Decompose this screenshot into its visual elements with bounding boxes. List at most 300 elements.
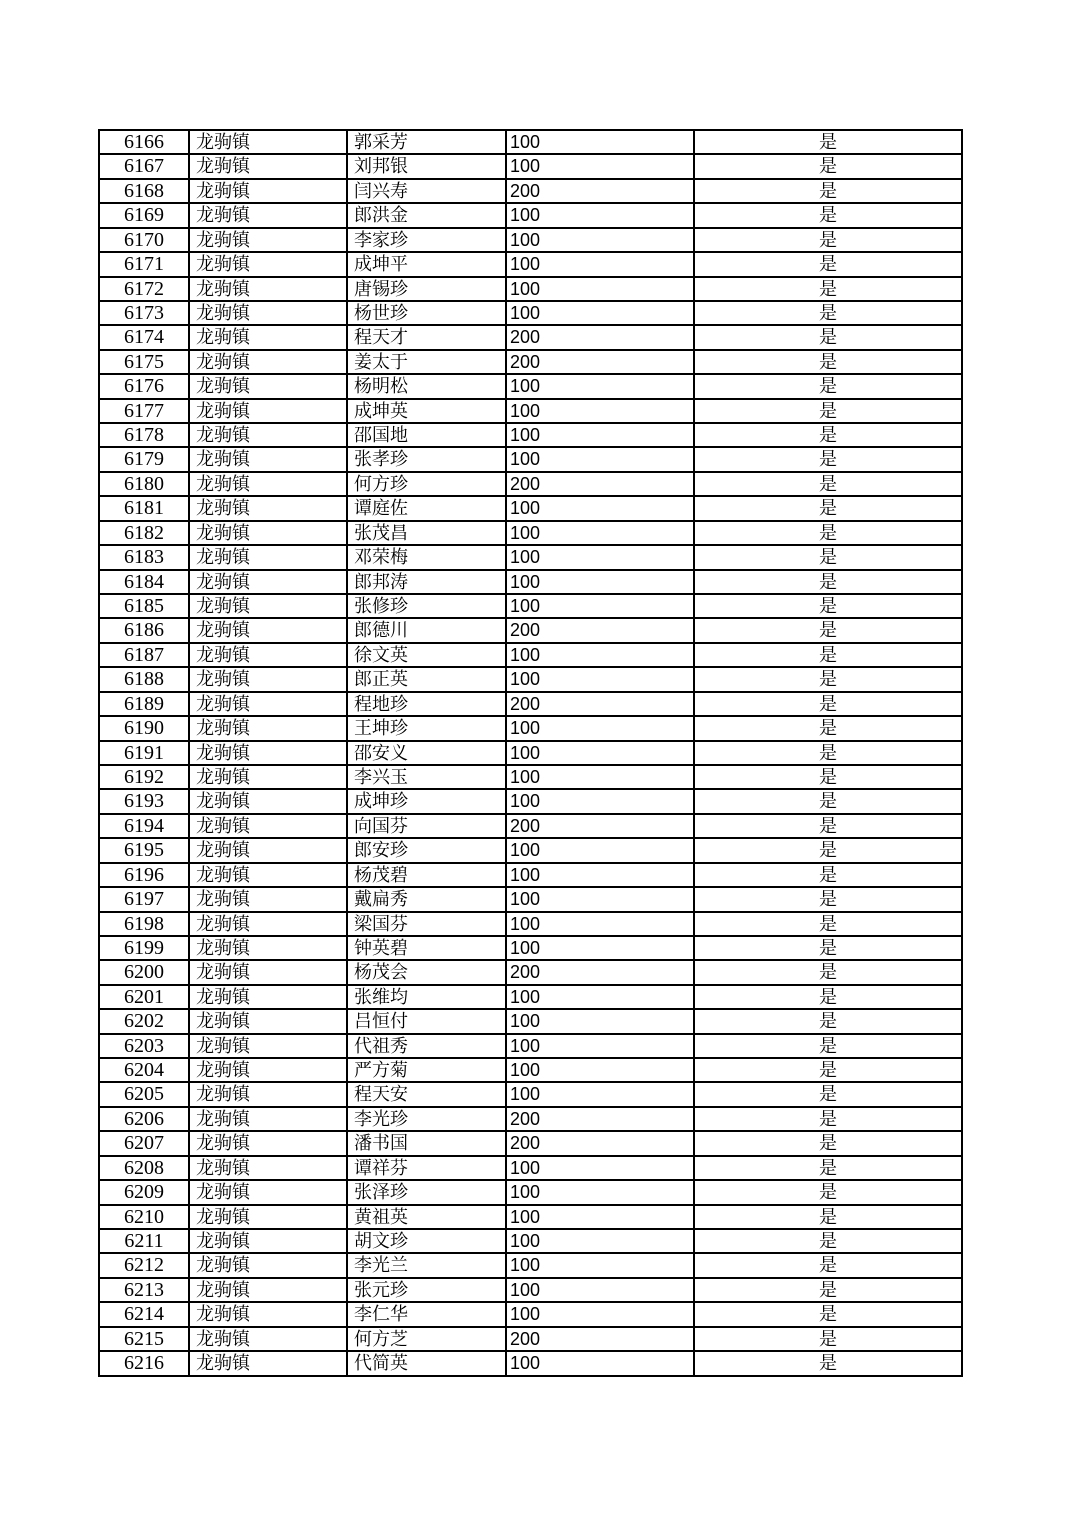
cell-town: 龙驹镇 bbox=[190, 1303, 348, 1327]
table-row bbox=[100, 571, 963, 595]
cell-town: 龙驹镇 bbox=[190, 717, 348, 741]
cell-amount: 100 bbox=[507, 229, 695, 253]
table-row bbox=[100, 1254, 963, 1278]
cell-amount: 100 bbox=[507, 790, 695, 814]
cell-name: 代祖秀 bbox=[348, 1035, 507, 1059]
cell-amount: 100 bbox=[507, 131, 695, 155]
table-row bbox=[100, 302, 963, 326]
cell-confirmed: 是 bbox=[695, 473, 963, 497]
cell-confirmed: 是 bbox=[695, 1206, 963, 1230]
cell-amount: 100 bbox=[507, 1181, 695, 1205]
cell-name: 谭祥芬 bbox=[348, 1157, 507, 1181]
table-row bbox=[100, 1328, 963, 1352]
cell-name: 徐文英 bbox=[348, 644, 507, 668]
cell-confirmed: 是 bbox=[695, 766, 963, 790]
cell-name: 王坤珍 bbox=[348, 717, 507, 741]
cell-town: 龙驹镇 bbox=[190, 1206, 348, 1230]
cell-id: 6183 bbox=[100, 546, 190, 570]
cell-name: 郭采芳 bbox=[348, 131, 507, 155]
cell-name: 黄祖英 bbox=[348, 1206, 507, 1230]
table-row bbox=[100, 448, 963, 472]
cell-id: 6191 bbox=[100, 742, 190, 766]
table-row bbox=[100, 790, 963, 814]
cell-amount: 100 bbox=[507, 742, 695, 766]
cell-town: 龙驹镇 bbox=[190, 571, 348, 595]
cell-town: 龙驹镇 bbox=[190, 326, 348, 350]
table-row bbox=[100, 253, 963, 277]
table-row bbox=[100, 424, 963, 448]
cell-town: 龙驹镇 bbox=[190, 913, 348, 937]
cell-town: 龙驹镇 bbox=[190, 888, 348, 912]
cell-id: 6197 bbox=[100, 888, 190, 912]
cell-town: 龙驹镇 bbox=[190, 1352, 348, 1376]
cell-town: 龙驹镇 bbox=[190, 1230, 348, 1254]
table-row bbox=[100, 717, 963, 741]
cell-town: 龙驹镇 bbox=[190, 766, 348, 790]
cell-confirmed: 是 bbox=[695, 742, 963, 766]
cell-town: 龙驹镇 bbox=[190, 1059, 348, 1083]
cell-name: 郎德川 bbox=[348, 619, 507, 643]
cell-confirmed: 是 bbox=[695, 1010, 963, 1034]
cell-name: 何方芝 bbox=[348, 1328, 507, 1352]
cell-name: 向国芬 bbox=[348, 815, 507, 839]
cell-amount: 200 bbox=[507, 693, 695, 717]
cell-id: 6184 bbox=[100, 571, 190, 595]
cell-amount: 100 bbox=[507, 204, 695, 228]
cell-confirmed: 是 bbox=[695, 717, 963, 741]
cell-name: 郎邦涛 bbox=[348, 571, 507, 595]
table-row bbox=[100, 1230, 963, 1254]
table-row bbox=[100, 1035, 963, 1059]
cell-id: 6171 bbox=[100, 253, 190, 277]
cell-town: 龙驹镇 bbox=[190, 278, 348, 302]
cell-town: 龙驹镇 bbox=[190, 961, 348, 985]
cell-name: 李光珍 bbox=[348, 1108, 507, 1132]
cell-name: 郎安珍 bbox=[348, 839, 507, 863]
cell-id: 6178 bbox=[100, 424, 190, 448]
cell-confirmed: 是 bbox=[695, 448, 963, 472]
cell-confirmed: 是 bbox=[695, 913, 963, 937]
cell-amount: 100 bbox=[507, 668, 695, 692]
cell-id: 6208 bbox=[100, 1157, 190, 1181]
table-row bbox=[100, 742, 963, 766]
cell-name: 姜太于 bbox=[348, 351, 507, 375]
cell-name: 钟英碧 bbox=[348, 937, 507, 961]
cell-town: 龙驹镇 bbox=[190, 595, 348, 619]
cell-town: 龙驹镇 bbox=[190, 180, 348, 204]
cell-name: 杨世珍 bbox=[348, 302, 507, 326]
cell-name: 戴扁秀 bbox=[348, 888, 507, 912]
cell-confirmed: 是 bbox=[695, 1035, 963, 1059]
cell-confirmed: 是 bbox=[695, 571, 963, 595]
cell-confirmed: 是 bbox=[695, 1108, 963, 1132]
cell-name: 程天安 bbox=[348, 1083, 507, 1107]
table-row bbox=[100, 131, 963, 155]
cell-amount: 100 bbox=[507, 888, 695, 912]
table-row bbox=[100, 180, 963, 204]
cell-town: 龙驹镇 bbox=[190, 619, 348, 643]
table-row bbox=[100, 888, 963, 912]
cell-confirmed: 是 bbox=[695, 1279, 963, 1303]
cell-name: 杨明松 bbox=[348, 375, 507, 399]
cell-name: 杨茂碧 bbox=[348, 864, 507, 888]
table-row bbox=[100, 522, 963, 546]
cell-amount: 100 bbox=[507, 1206, 695, 1230]
cell-amount: 100 bbox=[507, 717, 695, 741]
cell-id: 6188 bbox=[100, 668, 190, 692]
beneficiary-table bbox=[98, 129, 963, 1377]
cell-confirmed: 是 bbox=[695, 302, 963, 326]
cell-amount: 200 bbox=[507, 351, 695, 375]
cell-id: 6174 bbox=[100, 326, 190, 350]
cell-amount: 100 bbox=[507, 766, 695, 790]
table-row bbox=[100, 1132, 963, 1156]
cell-name: 成坤平 bbox=[348, 253, 507, 277]
cell-town: 龙驹镇 bbox=[190, 131, 348, 155]
table-row bbox=[100, 595, 963, 619]
cell-id: 6200 bbox=[100, 961, 190, 985]
cell-confirmed: 是 bbox=[695, 204, 963, 228]
table-row bbox=[100, 1083, 963, 1107]
table-row bbox=[100, 986, 963, 1010]
cell-town: 龙驹镇 bbox=[190, 693, 348, 717]
cell-confirmed: 是 bbox=[695, 986, 963, 1010]
cell-amount: 100 bbox=[507, 253, 695, 277]
cell-amount: 100 bbox=[507, 155, 695, 179]
table-row bbox=[100, 326, 963, 350]
cell-confirmed: 是 bbox=[695, 644, 963, 668]
cell-town: 龙驹镇 bbox=[190, 1132, 348, 1156]
cell-town: 龙驹镇 bbox=[190, 644, 348, 668]
cell-id: 6169 bbox=[100, 204, 190, 228]
table-row bbox=[100, 546, 963, 570]
cell-amount: 100 bbox=[507, 546, 695, 570]
cell-town: 龙驹镇 bbox=[190, 1328, 348, 1352]
cell-name: 程天才 bbox=[348, 326, 507, 350]
cell-town: 龙驹镇 bbox=[190, 302, 348, 326]
cell-town: 龙驹镇 bbox=[190, 497, 348, 521]
cell-town: 龙驹镇 bbox=[190, 668, 348, 692]
cell-amount: 100 bbox=[507, 1035, 695, 1059]
cell-town: 龙驹镇 bbox=[190, 1035, 348, 1059]
cell-name: 唐锡珍 bbox=[348, 278, 507, 302]
cell-name: 李光兰 bbox=[348, 1254, 507, 1278]
table-row bbox=[100, 693, 963, 717]
cell-id: 6198 bbox=[100, 913, 190, 937]
cell-name: 刘邦银 bbox=[348, 155, 507, 179]
table-row bbox=[100, 155, 963, 179]
cell-amount: 100 bbox=[507, 595, 695, 619]
cell-amount: 100 bbox=[507, 1157, 695, 1181]
cell-id: 6185 bbox=[100, 595, 190, 619]
cell-id: 6176 bbox=[100, 375, 190, 399]
cell-id: 6190 bbox=[100, 717, 190, 741]
cell-confirmed: 是 bbox=[695, 790, 963, 814]
cell-id: 6206 bbox=[100, 1108, 190, 1132]
cell-amount: 200 bbox=[507, 1132, 695, 1156]
cell-confirmed: 是 bbox=[695, 253, 963, 277]
cell-amount: 100 bbox=[507, 913, 695, 937]
cell-confirmed: 是 bbox=[695, 668, 963, 692]
cell-confirmed: 是 bbox=[695, 961, 963, 985]
cell-confirmed: 是 bbox=[695, 815, 963, 839]
table-row bbox=[100, 473, 963, 497]
table-row bbox=[100, 1279, 963, 1303]
cell-amount: 100 bbox=[507, 1230, 695, 1254]
cell-id: 6182 bbox=[100, 522, 190, 546]
cell-amount: 100 bbox=[507, 1303, 695, 1327]
cell-town: 龙驹镇 bbox=[190, 351, 348, 375]
cell-confirmed: 是 bbox=[695, 1059, 963, 1083]
cell-name: 谭庭佐 bbox=[348, 497, 507, 521]
cell-confirmed: 是 bbox=[695, 1157, 963, 1181]
table-row bbox=[100, 1352, 963, 1376]
cell-id: 6186 bbox=[100, 619, 190, 643]
table-row bbox=[100, 619, 963, 643]
cell-id: 6199 bbox=[100, 937, 190, 961]
cell-confirmed: 是 bbox=[695, 497, 963, 521]
cell-confirmed: 是 bbox=[695, 1254, 963, 1278]
cell-name: 程地珍 bbox=[348, 693, 507, 717]
cell-id: 6177 bbox=[100, 400, 190, 424]
cell-id: 6180 bbox=[100, 473, 190, 497]
cell-town: 龙驹镇 bbox=[190, 522, 348, 546]
table-row bbox=[100, 400, 963, 424]
table-row bbox=[100, 668, 963, 692]
cell-name: 张维均 bbox=[348, 986, 507, 1010]
cell-confirmed: 是 bbox=[695, 155, 963, 179]
cell-id: 6215 bbox=[100, 1328, 190, 1352]
table-row bbox=[100, 204, 963, 228]
cell-amount: 100 bbox=[507, 1059, 695, 1083]
cell-amount: 100 bbox=[507, 522, 695, 546]
cell-name: 邵安义 bbox=[348, 742, 507, 766]
cell-id: 6212 bbox=[100, 1254, 190, 1278]
cell-name: 李兴玉 bbox=[348, 766, 507, 790]
cell-id: 6203 bbox=[100, 1035, 190, 1059]
cell-name: 郎正英 bbox=[348, 668, 507, 692]
cell-confirmed: 是 bbox=[695, 278, 963, 302]
cell-town: 龙驹镇 bbox=[190, 1108, 348, 1132]
cell-town: 龙驹镇 bbox=[190, 546, 348, 570]
cell-name: 梁国芬 bbox=[348, 913, 507, 937]
table-row bbox=[100, 351, 963, 375]
cell-town: 龙驹镇 bbox=[190, 375, 348, 399]
cell-amount: 200 bbox=[507, 961, 695, 985]
cell-confirmed: 是 bbox=[695, 888, 963, 912]
table-row bbox=[100, 1108, 963, 1132]
cell-id: 6205 bbox=[100, 1083, 190, 1107]
cell-amount: 200 bbox=[507, 619, 695, 643]
cell-id: 6195 bbox=[100, 839, 190, 863]
cell-name: 成坤珍 bbox=[348, 790, 507, 814]
cell-confirmed: 是 bbox=[695, 937, 963, 961]
cell-amount: 100 bbox=[507, 839, 695, 863]
cell-amount: 100 bbox=[507, 644, 695, 668]
table-row bbox=[100, 766, 963, 790]
cell-confirmed: 是 bbox=[695, 522, 963, 546]
cell-name: 李仁华 bbox=[348, 1303, 507, 1327]
cell-id: 6214 bbox=[100, 1303, 190, 1327]
cell-amount: 100 bbox=[507, 424, 695, 448]
cell-name: 代简英 bbox=[348, 1352, 507, 1376]
cell-confirmed: 是 bbox=[695, 424, 963, 448]
cell-town: 龙驹镇 bbox=[190, 815, 348, 839]
cell-confirmed: 是 bbox=[695, 1230, 963, 1254]
cell-id: 6167 bbox=[100, 155, 190, 179]
cell-amount: 100 bbox=[507, 278, 695, 302]
cell-id: 6207 bbox=[100, 1132, 190, 1156]
cell-amount: 100 bbox=[507, 1083, 695, 1107]
cell-confirmed: 是 bbox=[695, 229, 963, 253]
cell-town: 龙驹镇 bbox=[190, 839, 348, 863]
cell-id: 6175 bbox=[100, 351, 190, 375]
cell-amount: 200 bbox=[507, 1108, 695, 1132]
cell-amount: 100 bbox=[507, 302, 695, 326]
cell-town: 龙驹镇 bbox=[190, 204, 348, 228]
table-row bbox=[100, 1010, 963, 1034]
cell-town: 龙驹镇 bbox=[190, 1083, 348, 1107]
cell-name: 邓荣梅 bbox=[348, 546, 507, 570]
cell-id: 6170 bbox=[100, 229, 190, 253]
cell-name: 闫兴寿 bbox=[348, 180, 507, 204]
cell-town: 龙驹镇 bbox=[190, 253, 348, 277]
cell-town: 龙驹镇 bbox=[190, 229, 348, 253]
cell-name: 吕恒付 bbox=[348, 1010, 507, 1034]
cell-id: 6172 bbox=[100, 278, 190, 302]
cell-amount: 100 bbox=[507, 497, 695, 521]
cell-town: 龙驹镇 bbox=[190, 1157, 348, 1181]
table-row bbox=[100, 1181, 963, 1205]
cell-id: 6187 bbox=[100, 644, 190, 668]
table-row bbox=[100, 864, 963, 888]
cell-amount: 100 bbox=[507, 400, 695, 424]
cell-id: 6209 bbox=[100, 1181, 190, 1205]
table-row bbox=[100, 229, 963, 253]
cell-name: 潘书国 bbox=[348, 1132, 507, 1156]
cell-name: 胡文珍 bbox=[348, 1230, 507, 1254]
cell-id: 6181 bbox=[100, 497, 190, 521]
cell-name: 张泽珍 bbox=[348, 1181, 507, 1205]
cell-id: 6193 bbox=[100, 790, 190, 814]
cell-confirmed: 是 bbox=[695, 1303, 963, 1327]
cell-confirmed: 是 bbox=[695, 326, 963, 350]
table-row bbox=[100, 1059, 963, 1083]
cell-id: 6179 bbox=[100, 448, 190, 472]
cell-confirmed: 是 bbox=[695, 1132, 963, 1156]
cell-confirmed: 是 bbox=[695, 864, 963, 888]
cell-confirmed: 是 bbox=[695, 131, 963, 155]
cell-town: 龙驹镇 bbox=[190, 400, 348, 424]
cell-id: 6192 bbox=[100, 766, 190, 790]
cell-confirmed: 是 bbox=[695, 546, 963, 570]
cell-confirmed: 是 bbox=[695, 1328, 963, 1352]
cell-amount: 100 bbox=[507, 1254, 695, 1278]
cell-name: 李家珍 bbox=[348, 229, 507, 253]
cell-amount: 200 bbox=[507, 326, 695, 350]
cell-town: 龙驹镇 bbox=[190, 864, 348, 888]
cell-town: 龙驹镇 bbox=[190, 790, 348, 814]
table-row bbox=[100, 278, 963, 302]
cell-id: 6166 bbox=[100, 131, 190, 155]
cell-town: 龙驹镇 bbox=[190, 742, 348, 766]
cell-amount: 200 bbox=[507, 1328, 695, 1352]
cell-amount: 200 bbox=[507, 473, 695, 497]
table-row bbox=[100, 375, 963, 399]
cell-id: 6194 bbox=[100, 815, 190, 839]
cell-town: 龙驹镇 bbox=[190, 1254, 348, 1278]
table-row bbox=[100, 839, 963, 863]
cell-amount: 100 bbox=[507, 571, 695, 595]
cell-id: 6201 bbox=[100, 986, 190, 1010]
cell-id: 6213 bbox=[100, 1279, 190, 1303]
cell-confirmed: 是 bbox=[695, 375, 963, 399]
cell-id: 6189 bbox=[100, 693, 190, 717]
cell-confirmed: 是 bbox=[695, 180, 963, 204]
cell-confirmed: 是 bbox=[695, 839, 963, 863]
cell-amount: 100 bbox=[507, 864, 695, 888]
cell-confirmed: 是 bbox=[695, 1181, 963, 1205]
cell-confirmed: 是 bbox=[695, 619, 963, 643]
cell-town: 龙驹镇 bbox=[190, 155, 348, 179]
cell-name: 何方珍 bbox=[348, 473, 507, 497]
cell-id: 6173 bbox=[100, 302, 190, 326]
cell-id: 6204 bbox=[100, 1059, 190, 1083]
cell-town: 龙驹镇 bbox=[190, 937, 348, 961]
table-row bbox=[100, 1206, 963, 1230]
cell-name: 邵国地 bbox=[348, 424, 507, 448]
cell-confirmed: 是 bbox=[695, 400, 963, 424]
cell-amount: 100 bbox=[507, 986, 695, 1010]
table-row bbox=[100, 913, 963, 937]
cell-town: 龙驹镇 bbox=[190, 1181, 348, 1205]
cell-town: 龙驹镇 bbox=[190, 448, 348, 472]
cell-town: 龙驹镇 bbox=[190, 986, 348, 1010]
table-row bbox=[100, 1157, 963, 1181]
cell-amount: 100 bbox=[507, 375, 695, 399]
cell-amount: 100 bbox=[507, 937, 695, 961]
cell-town: 龙驹镇 bbox=[190, 1010, 348, 1034]
cell-id: 6211 bbox=[100, 1230, 190, 1254]
cell-confirmed: 是 bbox=[695, 1352, 963, 1376]
cell-amount: 200 bbox=[507, 180, 695, 204]
cell-town: 龙驹镇 bbox=[190, 1279, 348, 1303]
table-row bbox=[100, 644, 963, 668]
cell-name: 张孝珍 bbox=[348, 448, 507, 472]
table-row bbox=[100, 497, 963, 521]
cell-id: 6202 bbox=[100, 1010, 190, 1034]
cell-id: 6210 bbox=[100, 1206, 190, 1230]
cell-name: 成坤英 bbox=[348, 400, 507, 424]
table-row bbox=[100, 1303, 963, 1327]
cell-id: 6168 bbox=[100, 180, 190, 204]
cell-amount: 200 bbox=[507, 815, 695, 839]
cell-town: 龙驹镇 bbox=[190, 473, 348, 497]
cell-name: 张茂昌 bbox=[348, 522, 507, 546]
cell-amount: 100 bbox=[507, 448, 695, 472]
cell-name: 郎洪金 bbox=[348, 204, 507, 228]
table-row bbox=[100, 937, 963, 961]
cell-name: 张修珍 bbox=[348, 595, 507, 619]
cell-town: 龙驹镇 bbox=[190, 424, 348, 448]
table-row bbox=[100, 961, 963, 985]
cell-amount: 100 bbox=[507, 1010, 695, 1034]
cell-confirmed: 是 bbox=[695, 351, 963, 375]
cell-confirmed: 是 bbox=[695, 693, 963, 717]
cell-name: 严方菊 bbox=[348, 1059, 507, 1083]
cell-confirmed: 是 bbox=[695, 595, 963, 619]
cell-name: 杨茂会 bbox=[348, 961, 507, 985]
